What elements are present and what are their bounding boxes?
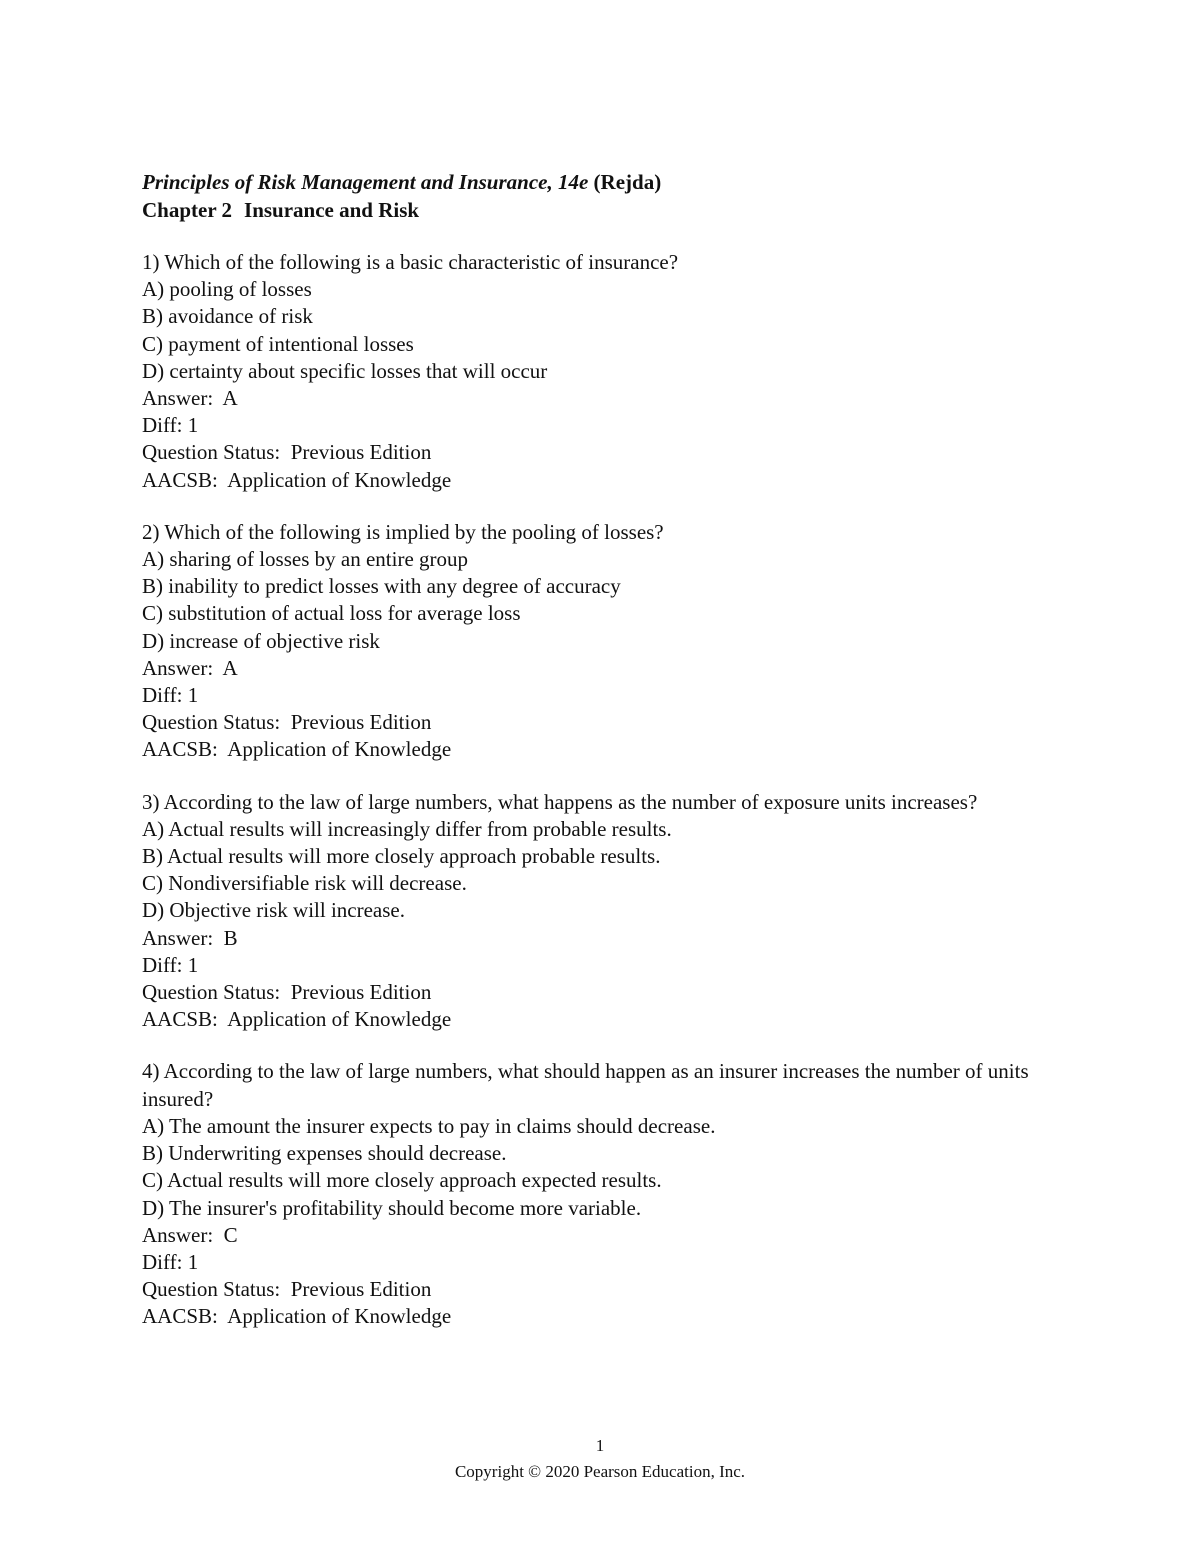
question-stem: 3) According to the law of large numbers, what happens as the number of exposure units increases? [142, 789, 978, 814]
question-stem: 2) Which of the following is implied by the pooling of losses? [142, 519, 664, 544]
status-line: Question Status: Previous Edition [142, 1277, 432, 1302]
option-b: B) Actual results will more closely approach probable results. [142, 844, 661, 869]
answer-line: Answer: B [142, 925, 238, 950]
option-a: A) Actual results will increasingly differ from probable results. [142, 816, 672, 841]
aacsb-line: AACSB: Application of Knowledge [142, 467, 452, 492]
option-d: D) Objective risk will increase. [142, 898, 405, 923]
answer-line: Answer: A [142, 655, 238, 680]
difficulty-line: Diff: 1 [142, 413, 199, 438]
option-a: A) pooling of losses [142, 277, 312, 302]
chapter-label: Chapter 2 [142, 198, 233, 222]
option-d: D) certainty about specific losses that will occur [142, 358, 548, 383]
aacsb-line: AACSB: Application of Knowledge [142, 737, 452, 762]
option-c: C) substitution of actual loss for average loss [142, 601, 521, 626]
option-c: C) Nondiversifiable risk will decrease. [142, 871, 467, 896]
option-b: B) avoidance of risk [142, 304, 313, 329]
aacsb-line: AACSB: Application of Knowledge [142, 1304, 452, 1329]
difficulty-line: Diff: 1 [142, 683, 199, 708]
chapter-title: Insurance and Risk [244, 198, 420, 222]
option-d: D) increase of objective risk [142, 628, 380, 653]
status-line: Question Status: Previous Edition [142, 440, 432, 465]
answer-line: Answer: C [142, 1222, 238, 1247]
page-content [142, 168, 1042, 1331]
difficulty-line: Diff: 1 [142, 952, 199, 977]
option-b: B) Underwriting expenses should decrease. [142, 1141, 507, 1166]
status-line: Question Status: Previous Edition [142, 710, 432, 735]
difficulty-line: Diff: 1 [142, 1249, 199, 1274]
document-title [142, 168, 1042, 196]
question-3 [142, 789, 1042, 1034]
option-a: A) sharing of losses by an entire group [142, 547, 469, 572]
status-line: Question Status: Previous Edition [142, 980, 432, 1005]
question-stem: 4) According to the law of large numbers, what should happen as an insurer increases the number of units insured? [142, 1059, 1034, 1111]
question-4 [142, 1058, 1042, 1330]
question-2 [142, 519, 1042, 764]
option-a: A) The amount the insurer expects to pay in claims should decrease. [142, 1113, 716, 1138]
option-d: D) The insurer's profitability should become more variable. [142, 1195, 642, 1220]
question-1 [142, 249, 1042, 494]
book-title: Principles of Risk Management and Insurance, 14e [142, 170, 589, 194]
book-author: (Rejda) [593, 170, 662, 194]
option-b: B) inability to predict losses with any degree of accuracy [142, 574, 621, 599]
option-c: C) Actual results will more closely approach expected results. [142, 1168, 662, 1193]
option-c: C) payment of intentional losses [142, 331, 414, 356]
page-number: 1 [595, 1436, 605, 1455]
copyright-notice: Copyright © 2020 Pearson Education, Inc. [454, 1462, 746, 1481]
answer-line: Answer: A [142, 386, 238, 411]
question-stem: 1) Which of the following is a basic characteristic of insurance? [142, 250, 679, 274]
aacsb-line: AACSB: Application of Knowledge [142, 1007, 452, 1032]
chapter-heading [142, 196, 1042, 224]
